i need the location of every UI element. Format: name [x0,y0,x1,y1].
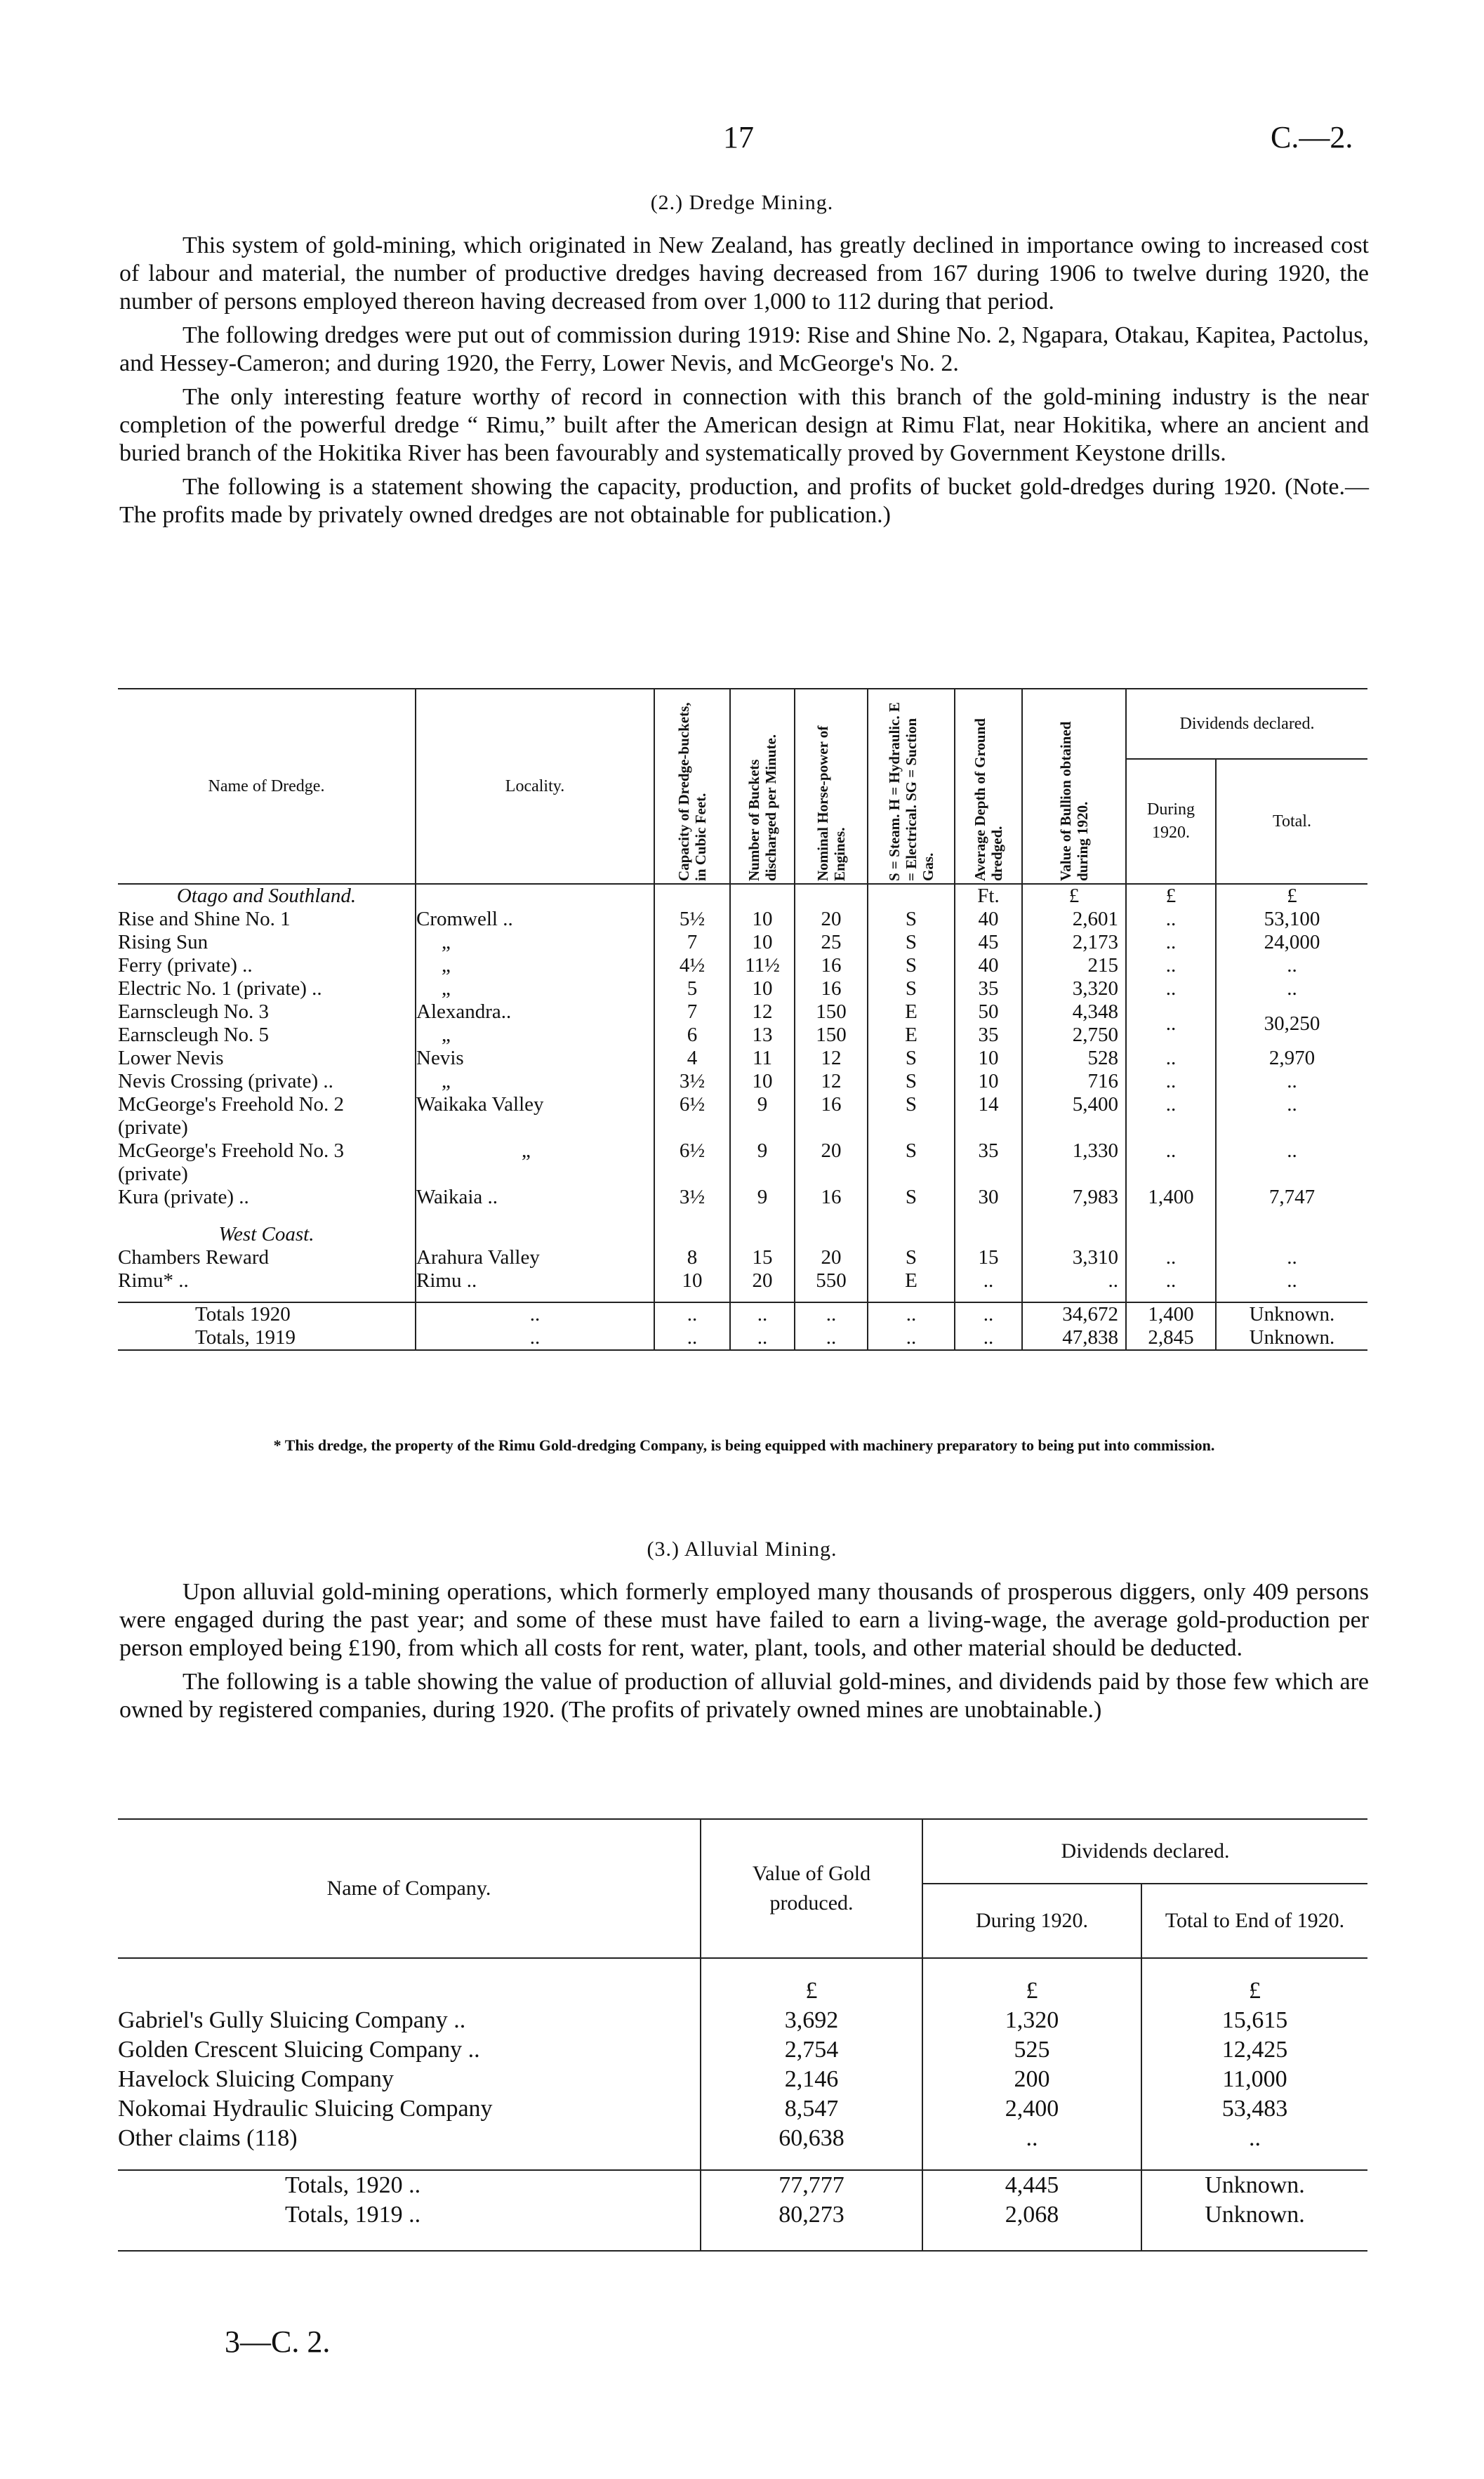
currency-label: £ [1141,1976,1367,2006]
depth: 14 [955,1093,1022,1139]
col-div-during: During 1920. [922,1884,1141,1958]
bullion: 2,601 [1022,908,1126,931]
power-type: E [868,1024,955,1047]
locality: Arahura Valley [416,1246,654,1269]
dredge-name: Rimu* .. [118,1269,189,1292]
table-row [118,1000,1367,1024]
capacity: 6½ [654,1139,730,1186]
dredge-text [119,232,1369,535]
dividend-total: .. [1216,954,1367,977]
dividend-during: .. [1126,1246,1216,1269]
dividend-total: .. [1216,977,1367,1000]
table-row [118,2065,1367,2094]
totals-label: Totals, 1920 .. [285,2172,421,2198]
alluvial-section-title: (3.) Alluvial Mining. [647,1538,837,1561]
power-type: S [868,1139,955,1186]
dividend-during-total: 1,400 [1126,1302,1216,1326]
dividend-total: .. [1216,1070,1367,1093]
currency-label: £ [701,1976,922,2006]
power-type: E [868,1000,955,1024]
dividend-total: 2,970 [1216,1047,1367,1070]
dredge-name: Rise and Shine No. 1 [118,908,291,930]
bullion: 3,310 [1022,1246,1126,1269]
dredge-paragraph: This system of gold-mining, which originated in New Zealand, has greatly declined in importance owing to increased cost of labour and material, the number of productive dredges having decreased from 167 during 1906 to twelve during 1920, the number of persons employed thereon having decreased from over 1,000 to 112 during that period. [119,232,1369,315]
bullion: 3,320 [1022,977,1126,1000]
bullion: 4,348 [1022,1000,1126,1024]
gold-value-total: 80,273 [701,2200,922,2230]
power-type: S [868,1047,955,1070]
locality: Alexandra.. [416,1000,654,1024]
dividend-during: .. [1126,977,1216,1000]
horsepower: 550 [795,1269,868,1293]
dividend-total: 53,483 [1141,2094,1367,2124]
dredge-paragraph: The only interesting feature worthy of record in connection with this branch of the gold-mining industry is the near completion of the powerful dredge “ Rimu,” built after the American design at Rimu Flat, near Hokitika, where an ancient and buried branch of the Hokitika River has been favourably and systematically proved by Government Keystone drills. [119,384,1369,466]
totals-row [118,1302,1367,1326]
unit-label: £ [1022,884,1126,908]
dredge-footnote: * This dredge, the property of the Rimu Gold-dredging Company, is being equipped with machinery preparatory to being put into commission. [273,1436,1215,1454]
col-bullion: Value of Bullion obtained during 1920. [1057,721,1091,881]
alluvial-table [118,1818,1367,2252]
dividend-during: .. [922,2124,1141,2153]
dividend-during: .. [1126,1093,1216,1139]
table-row [118,1093,1367,1139]
horsepower: 12 [795,1070,868,1093]
dividend-during: .. [1126,1269,1216,1293]
power-type: S [868,1246,955,1269]
locality: „ [416,977,654,1000]
dredge-name: McGeorge's Freehold No. 2 (private) [118,1093,345,1139]
dots: .. [795,1302,868,1326]
page-number: 17 [723,120,754,154]
col-horsepower: Nominal Horse-power of Engines. [814,725,848,881]
buckets: 9 [730,1139,795,1186]
bullion: 2,173 [1022,931,1126,954]
dredge-paragraph: The following is a statement showing the capacity, production, and profits of bucket gold-dredges during 1920. (Note.—The profits made by privately owned dredges are not obtainable for publication.) [119,474,1369,528]
buckets: 9 [730,1186,795,1209]
col-gold-value: Value of Gold produced. [701,1819,922,1958]
dividend-total: 24,000 [1216,931,1367,954]
totals-row [118,2170,1367,2200]
dredge-name: Electric No. 1 (private) .. [118,977,322,1000]
table-row [118,1070,1367,1093]
dividend-total: .. [1216,1139,1367,1186]
dredge-name: Earnscleugh No. 3 [118,1000,270,1023]
depth: 10 [955,1047,1022,1070]
dredge-name: Chambers Reward [118,1246,270,1269]
capacity: 3½ [654,1186,730,1209]
dredge-name: Lower Nevis [118,1047,224,1069]
dividend-during: .. [1126,1047,1216,1070]
totals-row [118,1326,1367,1350]
col-buckets: Number of Buckets discharged per Minute. [746,734,779,881]
table-row [118,931,1367,954]
dividend-during: .. [1126,908,1216,931]
power-type: S [868,977,955,1000]
dividend-total-total: Unknown. [1216,1302,1367,1326]
dredge-name: Ferry (private) .. [118,954,253,977]
depth: .. [955,1269,1022,1293]
unit-label: £ [1216,884,1367,908]
depth: 40 [955,954,1022,977]
locality: Waikaia .. [416,1186,654,1209]
company-name: Other claims (118) [118,2125,298,2151]
alluvial-paragraph: The following is a table showing the value of production of alluvial gold-mines, and dividends paid by those few which are owned by registered companies, during 1920. (The profits of privately owned mines are unobtainable.) [119,1669,1369,1723]
buckets: 11½ [730,954,795,977]
horsepower: 25 [795,931,868,954]
dividend-during-bracketed: .. [1126,1000,1216,1047]
dredge-name: McGeorge's Freehold No. 3 (private) [118,1139,345,1185]
dividend-during-total: 2,845 [1126,1326,1216,1350]
col-company: Name of Company. [118,1819,701,1958]
alluvial-text [119,1578,1369,1730]
capacity: 8 [654,1246,730,1269]
dividend-total: 12,425 [1141,2035,1367,2065]
locality: „ [416,1139,654,1186]
dots: .. [868,1302,955,1326]
alluvial-paragraph: Upon alluvial gold-mining operations, which formerly employed many thousands of prosperous diggers, only 409 persons were engaged during the past year; and some of these must have failed to earn a living-wage, the average gold-production per person employed being £190, from which all costs for rent, water, plant, tools, and other material should be deducted. [119,1579,1369,1661]
buckets: 10 [730,1070,795,1093]
region-label: Otago and Southland. [176,885,357,907]
dividend-total-bracketed: 30,250 [1216,1000,1367,1047]
dividend-total: 15,615 [1141,2006,1367,2035]
col-dividends: Dividends declared. [1126,689,1367,759]
bullion: 7,983 [1022,1186,1126,1209]
horsepower: 16 [795,977,868,1000]
dividend-during: 1,400 [1126,1186,1216,1209]
company-name: Havelock Sluicing Company [118,2066,394,2092]
capacity: 4 [654,1047,730,1070]
buckets: 10 [730,977,795,1000]
capacity: 7 [654,931,730,954]
capacity: 5 [654,977,730,1000]
col-capacity: Capacity of Dredge-buckets, in Cubic Feet. [675,702,709,881]
unit-label: £ [1126,884,1216,908]
power-type: S [868,1093,955,1139]
dots: .. [955,1302,1022,1326]
dividend-total-total: Unknown. [1141,2200,1367,2230]
col-power-type: S = Steam. H = Hydraulic. E = Electrical. SG = Suction Gas. [886,702,936,881]
bullion: .. [1022,1269,1126,1293]
depth: 35 [955,1139,1022,1186]
depth: 30 [955,1186,1022,1209]
table-row [118,2094,1367,2124]
dividend-total: 53,100 [1216,908,1367,931]
dots: .. [416,1302,654,1326]
dividend-during: .. [1126,1139,1216,1186]
bullion: 5,400 [1022,1093,1126,1139]
dividend-during-total: 2,068 [922,2200,1141,2230]
buckets: 13 [730,1024,795,1047]
dividend-during: 525 [922,2035,1141,2065]
dividend-total-total: Unknown. [1216,1326,1367,1350]
totals-label: Totals 1920 [195,1303,291,1326]
horsepower: 150 [795,1000,868,1024]
dividend-during: 1,320 [922,2006,1141,2035]
table-row [118,1186,1367,1209]
dots: .. [654,1326,730,1350]
dredge-section-title: (2.) Dredge Mining. [650,191,834,214]
dividend-during: 200 [922,2065,1141,2094]
document-reference: C.—2. [1271,120,1353,154]
buckets: 9 [730,1093,795,1139]
capacity: 5½ [654,908,730,931]
bullion: 716 [1022,1070,1126,1093]
horsepower: 20 [795,1246,868,1269]
gold-value: 3,692 [701,2006,922,2035]
capacity: 7 [654,1000,730,1024]
dividend-during: 2,400 [922,2094,1141,2124]
horsepower: 16 [795,1186,868,1209]
table-row [118,908,1367,931]
locality: Cromwell .. [416,908,654,931]
dividend-during-total: 4,445 [922,2170,1141,2200]
dividend-total: .. [1216,1093,1367,1139]
table-row [118,954,1367,977]
capacity: 6½ [654,1093,730,1139]
company-name: Nokomai Hydraulic Sluicing Company [118,2096,493,2122]
depth: 40 [955,908,1022,931]
horsepower: 20 [795,908,868,931]
capacity: 6 [654,1024,730,1047]
dredge-name: Rising Sun [118,931,208,953]
locality: „ [416,1070,654,1093]
power-type: S [868,954,955,977]
dots: .. [955,1326,1022,1350]
col-div-total: Total. [1216,759,1367,884]
buckets: 10 [730,908,795,931]
capacity: 10 [654,1269,730,1293]
page-signature: 3—C. 2. [225,2325,331,2359]
gold-value: 2,754 [701,2035,922,2065]
company-name: Gabriel's Gully Sluicing Company .. [118,2007,466,2033]
locality: Nevis [416,1047,654,1070]
dredge-name: Earnscleugh No. 5 [118,1024,270,1046]
table-row [118,1139,1367,1186]
depth: 15 [955,1246,1022,1269]
locality: „ [416,954,654,977]
unit-label: Ft. [955,884,1022,908]
totals-row [118,2200,1367,2230]
table-row [118,2006,1367,2035]
gold-value: 2,146 [701,2065,922,2094]
dividend-total: .. [1141,2124,1367,2153]
table-row [118,977,1367,1000]
bullion-total: 34,672 [1022,1302,1126,1326]
gold-value: 60,638 [701,2124,922,2153]
depth: 35 [955,977,1022,1000]
dredge-name: Kura (private) .. [118,1186,249,1208]
horsepower: 20 [795,1139,868,1186]
col-locality: Locality. [416,689,654,884]
buckets: 10 [730,931,795,954]
table-row [118,1047,1367,1070]
dots: .. [868,1326,955,1350]
buckets: 15 [730,1246,795,1269]
dividend-total-total: Unknown. [1141,2170,1367,2200]
totals-label: Totals, 1919 .. [285,2202,421,2228]
bullion-total: 47,838 [1022,1326,1126,1350]
dots: .. [795,1326,868,1350]
dots: .. [730,1302,795,1326]
power-type: S [868,1186,955,1209]
col-dividends: Dividends declared. [922,1819,1367,1884]
dredge-name: Nevis Crossing (private) .. [118,1070,333,1092]
locality: Rimu .. [416,1269,654,1293]
buckets: 20 [730,1269,795,1293]
totals-label: Totals, 1919 [195,1326,296,1349]
bullion: 2,750 [1022,1024,1126,1047]
table-row [118,2124,1367,2153]
power-type: S [868,931,955,954]
depth: 10 [955,1070,1022,1093]
table-row [118,1269,1367,1293]
bullion: 215 [1022,954,1126,977]
horsepower: 16 [795,1093,868,1139]
dots: .. [416,1326,654,1350]
col-div-total: Total to End of 1920. [1141,1884,1367,1958]
dividend-total: 11,000 [1141,2065,1367,2094]
depth: 35 [955,1024,1022,1047]
table-row [118,1246,1367,1269]
dredge-paragraph: The following dredges were put out of commission during 1919: Rise and Shine No. 2, Ngapara, Otakau, Kapitea, Pactolus, and Hessey-Cameron; and during 1920, the Ferry, Lower Nevis, and McGeorge's No. 2. [119,322,1369,376]
dots: .. [730,1326,795,1350]
power-type: S [868,908,955,931]
horsepower: 150 [795,1024,868,1047]
gold-value-total: 77,777 [701,2170,922,2200]
locality: Waikaka Valley [416,1093,654,1139]
currency-label: £ [922,1976,1141,2006]
dividend-total: 7,747 [1216,1186,1367,1209]
col-div-during: During 1920. [1126,759,1216,884]
dividend-during: .. [1126,954,1216,977]
depth: 50 [955,1000,1022,1024]
dividend-total: .. [1216,1269,1367,1293]
horsepower: 16 [795,954,868,977]
capacity: 3½ [654,1070,730,1093]
buckets: 11 [730,1047,795,1070]
capacity: 4½ [654,954,730,977]
power-type: S [868,1070,955,1093]
dividend-during: .. [1126,931,1216,954]
depth: 45 [955,931,1022,954]
buckets: 12 [730,1000,795,1024]
locality: „ [416,931,654,954]
dividend-total: .. [1216,1246,1367,1269]
dots: .. [654,1302,730,1326]
power-type: E [868,1269,955,1293]
col-depth: Average Depth of Ground dredged. [972,718,1005,881]
horsepower: 12 [795,1047,868,1070]
dividend-during: .. [1126,1070,1216,1093]
bullion: 1,330 [1022,1139,1126,1186]
company-name: Golden Crescent Sluicing Company .. [118,2037,480,2063]
dredge-table [118,688,1367,1351]
region-label: West Coast. [218,1223,314,1245]
bullion: 528 [1022,1047,1126,1070]
table-row [118,2035,1367,2065]
gold-value: 8,547 [701,2094,922,2124]
col-dredge-name: Name of Dredge. [118,689,416,884]
locality: „ [416,1024,654,1047]
